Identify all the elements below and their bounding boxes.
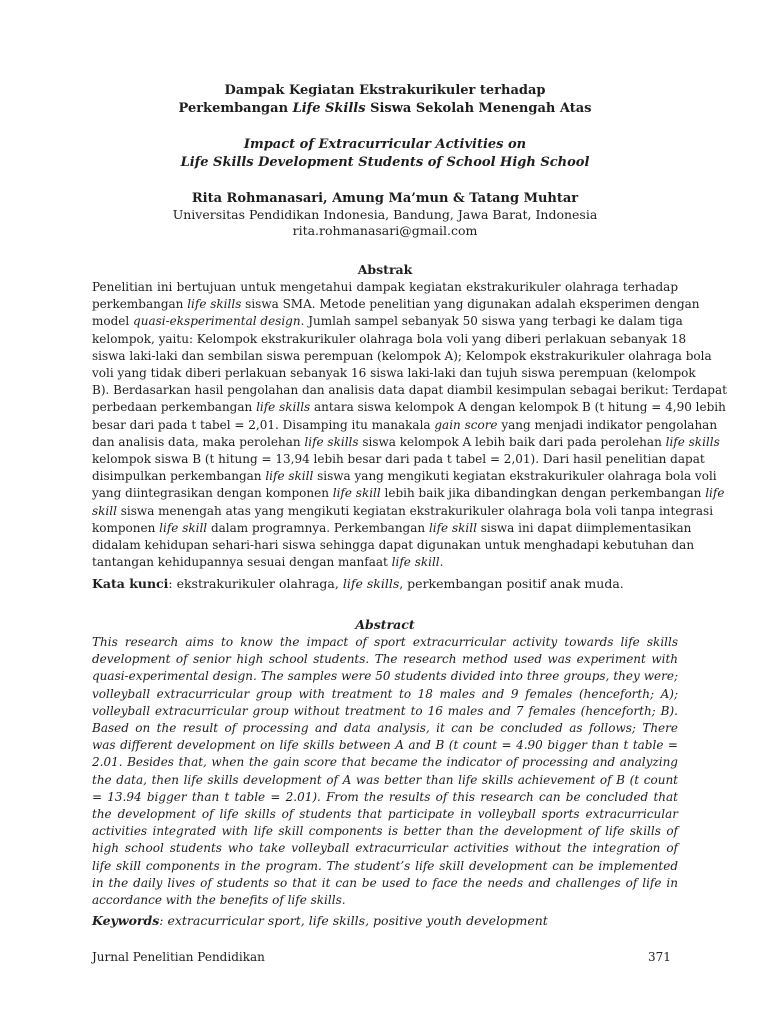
title-en-line2: Life Skills Development Students of School High School: [180, 155, 590, 170]
abstrak-line: Penelitian ini bertujuan untuk mengetahui dampak kegiatan ekstrakurikuler olahraga terhadap: [92, 280, 678, 294]
abstract-line: volleyball extracurricular group without treatment to 16 males and 7 females (henceforth; B).: [92, 703, 678, 718]
abstract-line: quasi-experimental design. The samples were 50 students divided into three groups, they were;: [92, 669, 678, 684]
abstrak-line: dan analisis data, maka perolehan life skills siswa kelompok A lebih baik dari pada perolehan life skills: [92, 434, 720, 449]
abstract-body: [92, 634, 678, 909]
abstract-line: = 13.94 bigger than t table = 2.01). From the results of this research can be concluded that: [92, 789, 678, 804]
abstrak-line: didalam kehidupan sehari-hari siswa sehingga dapat digunakan untuk menghadapi kebutuhan dan: [92, 538, 695, 553]
journal-name: Jurnal Penelitian Pendidikan: [92, 950, 265, 964]
abstrak-line: yang diintegrasikan dengan komponen life skill lebih baik jika dibandingkan dengan perkembangan life: [92, 486, 725, 501]
affiliation: Universitas Pendidikan Indonesia, Bandung, Jawa Barat, Indonesia: [172, 207, 598, 222]
title-id-line1: Dampak Kegiatan Ekstrakurikuler terhadap: [224, 83, 546, 98]
abstract-line: volleyball extracurricular group with treatment to 18 males and 9 females (henceforth; A);: [92, 686, 678, 701]
abstrak-line: perkembangan life skills siswa SMA. Metode penelitian yang digunakan adalah eksperimen dengan: [92, 297, 700, 312]
abstract-line: life skill components in the program. The student’s life skill development can be implemented: [92, 858, 678, 873]
abstract-heading: Abstract: [355, 617, 415, 632]
keywords-label: Keywords: [92, 913, 160, 928]
abstrak-line: siswa laki-laki dan sembilan siswa perempuan (kelompok A); Kelompok ekstrakurikuler olahraga bola: [92, 348, 712, 363]
abstract-line: was different development on life skills between A and B (t count = 4.90 bigger than t table =: [92, 738, 678, 753]
abstract-line: Based on the result of processing and data analysis, it can be concluded as follows; There: [92, 721, 678, 736]
author-email: rita.rohmanasari@gmail.com: [292, 223, 478, 238]
abstrak-line: kelompok siswa B (t hitung = 13,94 lebih besar dari pada t tabel = 2,01). Dari hasil penelitian dapat: [92, 452, 705, 467]
abstract-line: high school students who take volleyball extracurricular activities without the integration of: [92, 841, 678, 856]
abstract-line: in the daily lives of students so that it can be used to face the needs and challenges of life in: [92, 875, 678, 890]
abstract-line: the development of life skills of students that participate in volleyball sports extracurricular: [92, 807, 678, 822]
abstrak-body: [92, 279, 727, 571]
abstract-line: This research aims to know the impact of sport extracurricular activity towards life skills: [92, 635, 678, 649]
abstrak-line: voli yang tidak diberi perlakuan sebanyak 16 siswa laki-laki dan tujuh siswa perempuan (kelompok: [92, 366, 696, 381]
abstrak-line: B). Berdasarkan hasil pengolahan dan analisis data dapat diambil kesimpulan sebagai berikut: Terdapat: [92, 383, 727, 398]
abstrak-line: disimpulkan perkembangan life skill siswa yang mengikuti kegiatan ekstrakurikuler olahraga bola voli: [92, 469, 717, 484]
abstract-line: development of senior high school students. The research method used was experiment with: [92, 652, 678, 667]
abstrak-line: perbedaan perkembangan life skills antara siswa kelompok A dengan kelompok B (t hitung = 4,90 lebih: [92, 400, 726, 415]
kata-kunci: Kata kunci: ekstrakurikuler olahraga, life skills, perkembangan positif anak muda.: [92, 576, 624, 591]
abstrak-line: besar dari pada t tabel = 2,01. Disamping itu manakala gain score yang menjadi indikator pengolahan: [92, 417, 718, 432]
title-id-line2: Perkembangan Life Skills Siswa Sekolah Menengah Atas: [178, 101, 592, 116]
title-en-line1: Impact of Extracurricular Activities on: [243, 137, 527, 152]
keywords: Keywords: extracurricular sport, life skills, positive youth development: [92, 913, 548, 928]
abstrak-heading: Abstrak: [357, 262, 413, 277]
abstrak-line: skill siswa menengah atas yang mengikuti kegiatan ekstrakurikuler olahraga bola voli tanpa integrasi: [92, 503, 714, 518]
abstrak-line: kelompok, yaitu: Kelompok ekstrakurikuler olahraga bola voli yang diberi perlakuan sebanyak 18: [92, 331, 687, 346]
authors: Rita Rohmanasari, Amung Ma’mun & Tatang Muhtar: [191, 191, 579, 206]
kata-kunci-label: Kata kunci: [92, 576, 169, 591]
abstract-line: the data, then life skills development of A was better than life skills achievement of B (t count: [92, 772, 678, 787]
abstrak-line: model quasi-eksperimental design. Jumlah sampel sebanyak 50 siswa yang terbagi ke dalam tiga: [92, 314, 683, 329]
abstract-line: 2.01. Besides that, when the gain score that became the indicator of processing and analyzing: [92, 755, 678, 770]
abstract-line: activities integrated with life skill components is better than the development of life skills of: [92, 824, 678, 839]
page-number: 371: [648, 950, 671, 964]
abstract-line: accordance with the benefits of life skills.: [92, 893, 346, 908]
abstrak-line: tantangan kehidupannya sesuai dengan manfaat life skill.: [92, 555, 444, 570]
abstrak-line: komponen life skill dalam programnya. Perkembangan life skill siswa ini dapat diimplementasikan: [92, 520, 692, 535]
